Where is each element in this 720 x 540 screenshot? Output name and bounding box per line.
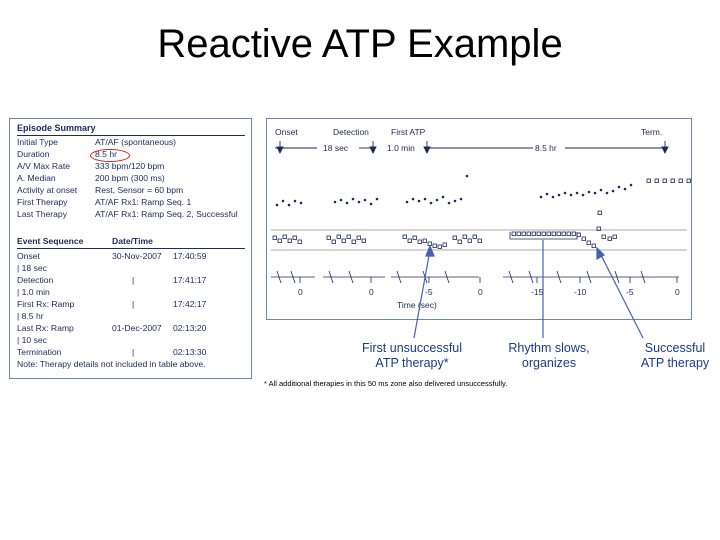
- callout-successful: [630, 341, 720, 371]
- event-time: 17:41:17: [173, 275, 207, 285]
- event-interval: | 10 sec: [17, 335, 47, 345]
- x-axis-label: Time (sec): [397, 300, 437, 310]
- event-date: |: [132, 275, 135, 285]
- footnote: * All additional therapies in this 50 ms zone also delivered unsuccessfully.: [264, 379, 508, 388]
- event-time: 17:42:17: [173, 299, 207, 309]
- event-note: Note: Therapy details not included in table above.: [17, 359, 206, 369]
- tick-label: 0: [369, 287, 374, 297]
- callout-line: First unsuccessful: [361, 341, 463, 355]
- event-date: |: [132, 299, 135, 309]
- event-time: 02:13:30: [173, 347, 207, 357]
- marker-term-label: Term.: [641, 127, 663, 137]
- tick-label: 0: [675, 287, 680, 297]
- event-date: 01-Dec-2007: [112, 323, 162, 333]
- callout-line: Successful: [644, 341, 706, 355]
- interval-label: 8.5 hr: [535, 143, 557, 153]
- interval-label: 1.0 min: [387, 143, 415, 153]
- summary-value: 8.5 hr: [95, 149, 117, 159]
- summary-key: Last Therapy: [17, 209, 68, 219]
- marker-first-atp-label: First ATP: [391, 127, 426, 137]
- event-time: 17:40:59: [173, 251, 207, 261]
- tick-label: -15: [531, 287, 544, 297]
- summary-key: A. Median: [17, 173, 56, 183]
- summary-value: 333 bpm/120 bpm: [95, 161, 165, 171]
- event-name: Termination: [17, 347, 62, 357]
- summary-key: Activity at onset: [17, 185, 78, 195]
- event-name: Detection: [17, 275, 54, 285]
- tick-label: 0: [298, 287, 303, 297]
- callout-line: ATP therapy: [640, 356, 710, 370]
- event-name: First Rx: Ramp: [17, 299, 75, 309]
- summary-value: Rest, Sensor = 60 bpm: [95, 185, 184, 195]
- event-interval: | 8.5 hr: [17, 311, 44, 321]
- event-interval: | 18 sec: [17, 263, 47, 273]
- callout-line: Rhythm slows,: [508, 341, 590, 355]
- slide-title: Reactive ATP Example: [157, 22, 563, 66]
- summary-value: AT/AF (spontaneous): [95, 137, 177, 147]
- tick-label: -10: [574, 287, 587, 297]
- callout-line: organizes: [521, 356, 577, 370]
- summary-value: 200 bpm (300 ms): [95, 173, 165, 183]
- event-name: Last Rx: Ramp: [17, 323, 74, 333]
- event-date: 30-Nov-2007: [112, 251, 162, 261]
- event-sequence-header: Event Sequence: [17, 236, 84, 246]
- tick-label: -5: [626, 287, 634, 297]
- callout-rhythm-slows: [494, 341, 604, 371]
- callout-line: ATP therapy*: [375, 356, 449, 370]
- event-interval: | 1.0 min: [17, 287, 50, 297]
- event-name: Onset: [17, 251, 40, 261]
- summary-value: AT/AF Rx1: Ramp Seq. 1: [95, 197, 192, 207]
- summary-key: A/V Max Rate: [17, 161, 71, 171]
- summary-key: First Therapy: [17, 197, 68, 207]
- event-date: |: [132, 347, 135, 357]
- marker-detection-label: Detection: [333, 127, 369, 137]
- tick-label: -5: [425, 287, 433, 297]
- summary-key: Duration: [17, 149, 50, 159]
- event-time: 02:13:20: [173, 323, 207, 333]
- date-time-header: Date/Time: [112, 236, 153, 246]
- tick-label: 0: [478, 287, 483, 297]
- summary-key: Initial Type: [17, 137, 58, 147]
- marker-onset-label: Onset: [275, 127, 298, 137]
- summary-value: AT/AF Rx1: Ramp Seq. 2, Successful: [95, 209, 238, 219]
- interval-label: 18 sec: [323, 143, 349, 153]
- summary-heading: Episode Summary: [17, 123, 96, 133]
- callout-first-unsuccessful: [346, 341, 478, 371]
